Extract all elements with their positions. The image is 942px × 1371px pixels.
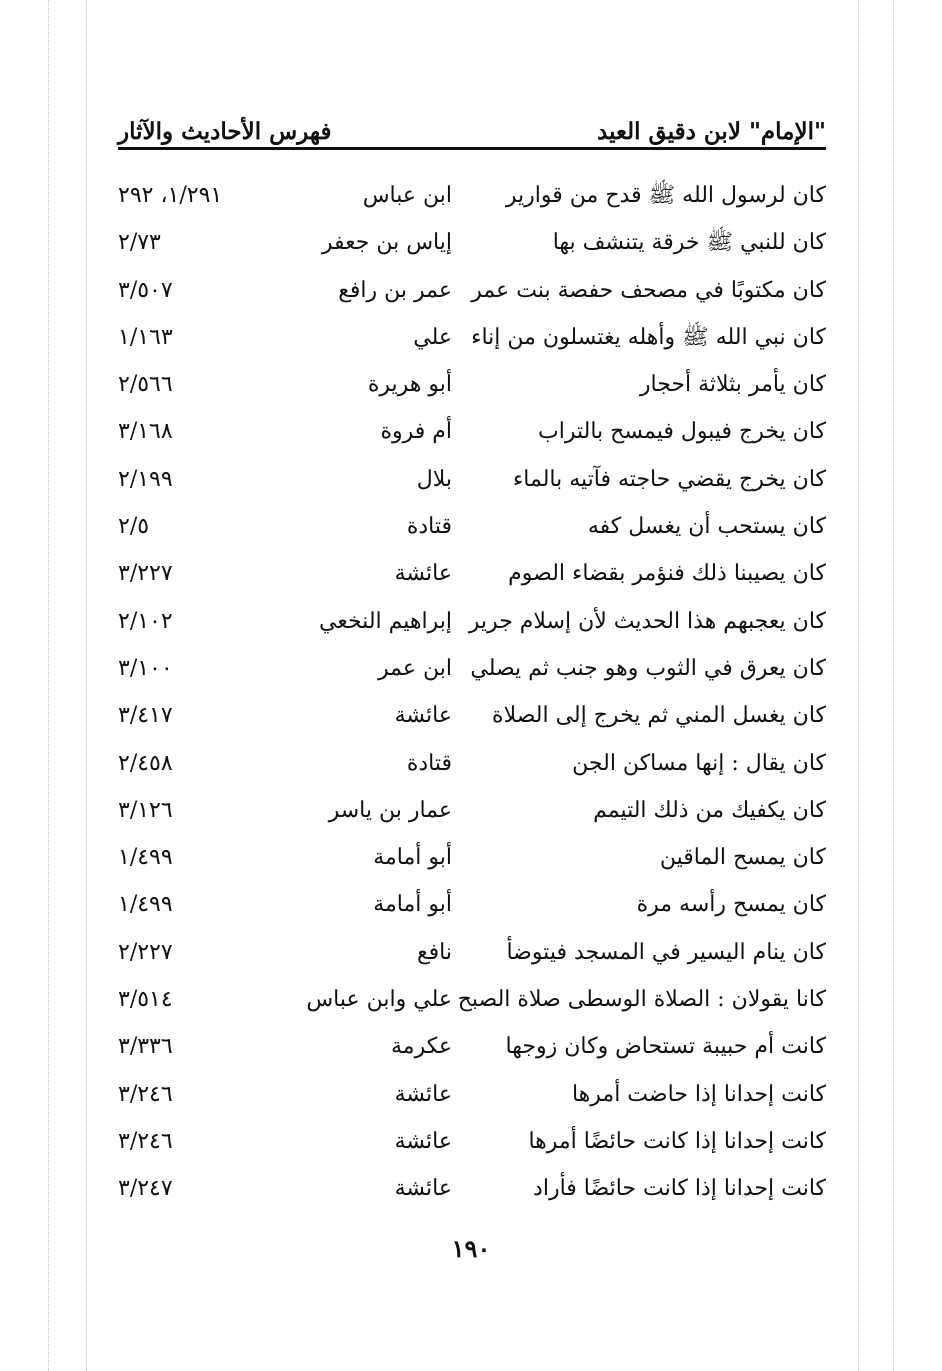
hadith-text: كان يكفيك من ذلك التيمم xyxy=(593,797,826,823)
margin-dotted-line xyxy=(86,0,87,1371)
index-row xyxy=(118,457,826,504)
hadith-text: كان يمسح رأسه مرة xyxy=(636,892,826,918)
volume-page-ref: ٣/١٠٠ xyxy=(118,655,173,681)
narrator: عكرمة xyxy=(391,1034,452,1060)
narrator: عائشة xyxy=(394,1081,452,1107)
hadith-text: كان يصيبنا ذلك فنؤمر بقضاء الصوم xyxy=(508,561,826,587)
hadith-text: كان لرسول الله ﷺ قدح من قوارير xyxy=(505,183,826,208)
narrator: بلال xyxy=(416,466,452,492)
index-row xyxy=(118,835,826,882)
index-row xyxy=(118,788,826,835)
index-row xyxy=(118,173,826,220)
index-row xyxy=(118,551,826,598)
index-row xyxy=(118,1024,826,1071)
volume-page-ref: ٢/٢٢٧ xyxy=(118,939,173,965)
header-rule xyxy=(118,147,826,150)
narrator: أم فروة xyxy=(380,419,452,445)
hadith-text: كانت إحدانا إذا حاضت أمرها xyxy=(571,1081,826,1107)
volume-page-ref: ٢/٤٥٨ xyxy=(118,750,173,776)
index-row xyxy=(118,1119,826,1166)
index-row xyxy=(118,930,826,977)
volume-page-ref: ١/٤٩٩ xyxy=(118,845,173,871)
volume-page-ref: ٣/٥٠٧ xyxy=(118,277,173,303)
running-header xyxy=(118,105,826,145)
page-number: ١٩٠ xyxy=(451,1234,491,1263)
margin-dotted-line xyxy=(858,0,859,1371)
index-row xyxy=(118,646,826,693)
narrator: قتادة xyxy=(406,750,452,776)
narrator: عمر بن رافع xyxy=(338,277,452,303)
hadith-text: كان يخرج يقضي حاجته فآتيه بالماء xyxy=(512,466,826,492)
volume-page-ref: ١/١٦٣ xyxy=(118,324,173,350)
hadith-text: كان ينام اليسير في المسجد فيتوضأ xyxy=(506,939,826,965)
narrator: ابن عمر xyxy=(378,655,452,681)
index-row xyxy=(118,362,826,409)
hadith-text: كانت أم حبيبة تستحاض وكان زوجها xyxy=(505,1034,826,1060)
volume-page-ref: ٣/٢٤٧ xyxy=(118,1176,173,1202)
margin-dotted-line xyxy=(893,0,894,1371)
volume-page-ref: ٣/٤١٧ xyxy=(118,703,173,729)
narrator: علي xyxy=(413,324,452,350)
hadith-text: كان يستحب أن يغسل كفه xyxy=(587,514,826,540)
volume-page-ref: ٢/٥ xyxy=(118,514,150,540)
narrator: عائشة xyxy=(394,1176,452,1202)
hadith-text: كانت إحدانا إذا كانت حائضًا أمرها xyxy=(528,1128,826,1154)
narrator: عمار بن ياسر xyxy=(328,797,452,823)
index-row xyxy=(118,220,826,267)
index-row xyxy=(118,409,826,456)
volume-page-ref: ١/٢٩١، ٢٩٢ xyxy=(118,183,223,208)
hadith-text: كان يمسح الماقين xyxy=(659,845,826,871)
hadith-text: كان نبي الله ﷺ وأهله يغتسلون من إناء xyxy=(471,324,826,350)
index-row xyxy=(118,741,826,788)
index-row xyxy=(118,315,826,362)
margin-dotted-line xyxy=(48,0,49,1371)
volume-page-ref: ٣/٣٣٦ xyxy=(118,1034,173,1060)
index-table xyxy=(118,173,826,1214)
volume-page-ref: ٣/٢٤٦ xyxy=(118,1081,173,1107)
hadith-text: كان مكتوبًا في مصحف حفصة بنت عمر xyxy=(471,277,826,303)
volume-page-ref: ٣/٢٢٧ xyxy=(118,561,173,587)
volume-page-ref: ٣/١٦٨ xyxy=(118,419,173,445)
hadith-text: كانت إحدانا إذا كانت حائضًا فأراد xyxy=(533,1176,826,1202)
hadith-text: كان يخرج فيبول فيمسح بالتراب xyxy=(538,419,826,445)
narrator: نافع xyxy=(416,939,452,965)
volume-page-ref: ١/٤٩٩ xyxy=(118,892,173,918)
hadith-text: كانا يقولان : الصلاة الوسطى صلاة الصبح xyxy=(457,987,826,1013)
narrator: أبو أمامة xyxy=(373,892,452,918)
hadith-text: كان يأمر بثلاثة أحجار xyxy=(639,372,826,398)
volume-page-ref: ٢/١٩٩ xyxy=(118,466,173,492)
volume-page-ref: ٣/١٢٦ xyxy=(118,797,173,823)
narrator: عائشة xyxy=(394,703,452,729)
index-row xyxy=(118,504,826,551)
narrator: أبو هريرة xyxy=(367,372,452,398)
volume-page-ref: ٣/٢٤٦ xyxy=(118,1128,173,1154)
narrator: إياس بن جعفر xyxy=(321,230,452,256)
hadith-text: كان يعجبهم هذا الحديث لأن إسلام جرير xyxy=(468,608,826,634)
volume-page-ref: ٢/٧٣ xyxy=(118,230,161,256)
narrator: إبراهيم النخعي xyxy=(319,608,452,634)
book-title: "الإمام" لابن دقيق العيد xyxy=(597,118,826,145)
volume-page-ref: ٢/١٠٢ xyxy=(118,608,173,634)
narrator: أبو أمامة xyxy=(373,845,452,871)
volume-page-ref: ٣/٥١٤ xyxy=(118,987,173,1013)
index-row xyxy=(118,268,826,315)
hadith-text: كان للنبي ﷺ خرقة يتنشف بها xyxy=(552,230,826,256)
index-row xyxy=(118,882,826,929)
index-row xyxy=(118,1072,826,1119)
hadith-text: كان يغسل المني ثم يخرج إلى الصلاة xyxy=(492,703,826,729)
narrator: عائشة xyxy=(394,561,452,587)
index-row xyxy=(118,693,826,740)
narrator: ابن عباس xyxy=(362,183,452,208)
index-row xyxy=(118,977,826,1024)
index-row xyxy=(118,599,826,646)
hadith-text: كان يقال : إنها مساكن الجن xyxy=(572,750,826,776)
volume-page-ref: ٢/٥٦٦ xyxy=(118,372,173,398)
section-title: فهرس الأحاديث والآثار xyxy=(118,118,332,145)
narrator: قتادة xyxy=(406,514,452,540)
narrator: علي وابن عباس xyxy=(306,987,452,1013)
index-row xyxy=(118,1166,826,1213)
hadith-text: كان يعرق في الثوب وهو جنب ثم يصلي xyxy=(470,655,826,681)
narrator: عائشة xyxy=(394,1128,452,1154)
